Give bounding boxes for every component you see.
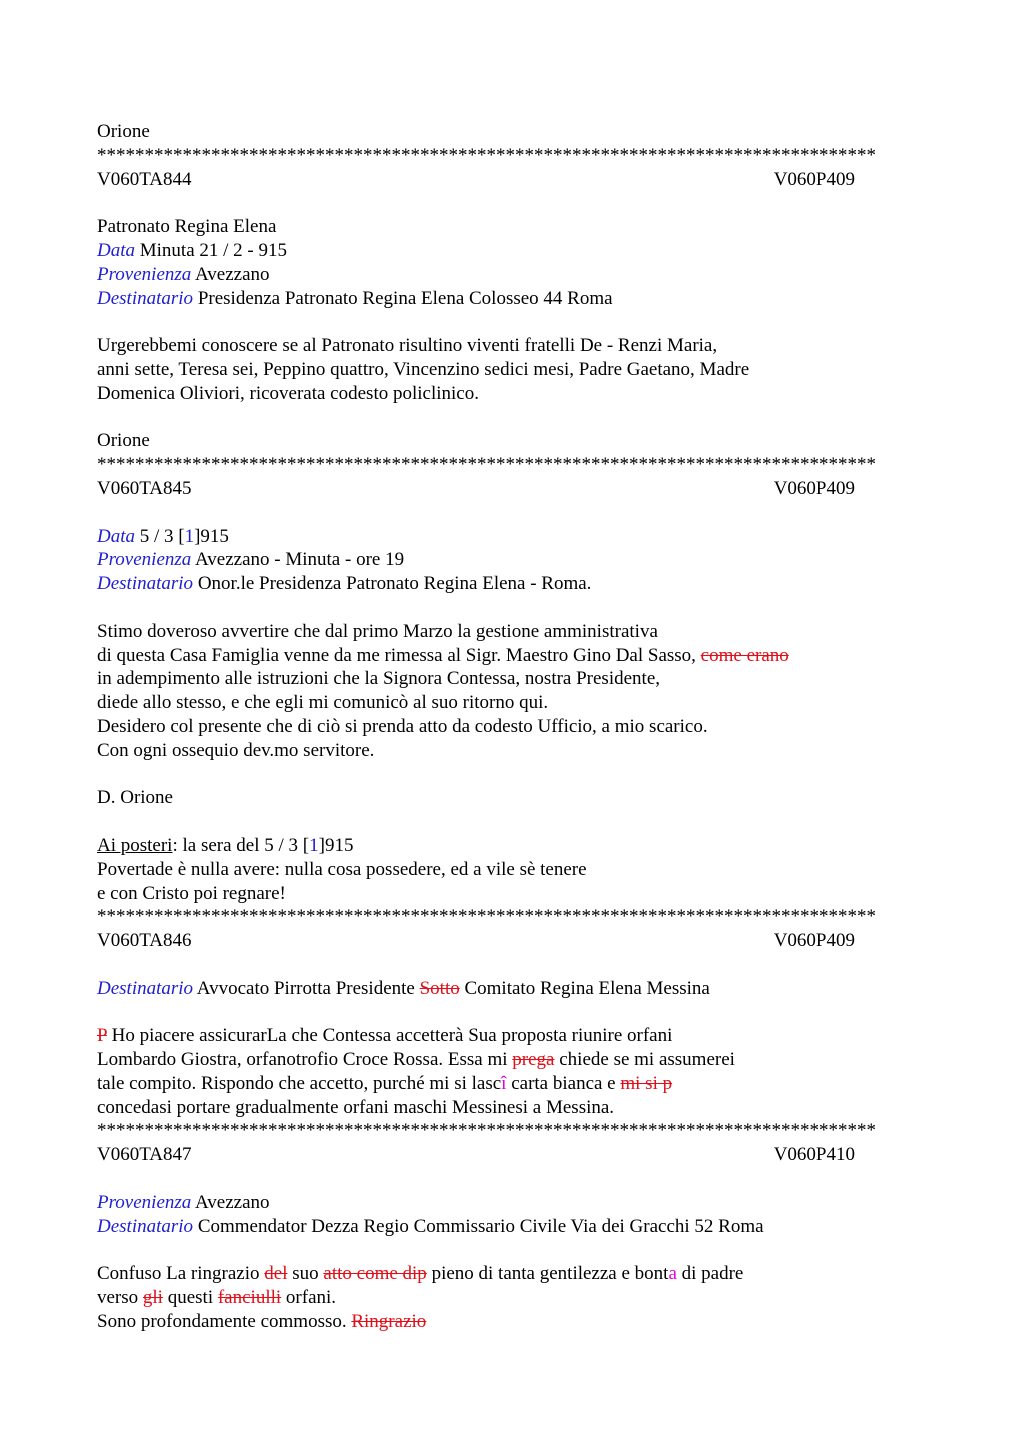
header-signature: Orione — [97, 121, 150, 142]
body-text: verso — [97, 1287, 143, 1309]
entry-title: Patronato Regina Elena — [97, 216, 277, 238]
body-line — [97, 1072, 927, 1096]
deleted-text: P — [97, 1025, 107, 1047]
provenienza-label: Provenienza — [97, 263, 192, 285]
page-ref: V060P410 — [773, 1144, 855, 1166]
body-text: Ho piacere assicurarLa che Contessa accetterà Sua proposta riunire orfani — [106, 1025, 673, 1047]
body-line: in adempimento alle istruzioni che la Signora Contessa, nostra Presidente, — [97, 668, 661, 690]
entry-header — [97, 929, 855, 953]
destinatario-line — [97, 572, 927, 596]
body-line — [97, 1262, 927, 1286]
provenienza-label: Provenienza — [97, 549, 192, 571]
body-text: di questa Casa Famiglia venne da me rimessa al Sigr. Maestro Gino Dal Sasso, — [97, 644, 701, 666]
provenienza-line — [97, 263, 927, 287]
body-line — [97, 1286, 927, 1310]
body-text: orfani. — [281, 1287, 337, 1309]
editorial-number: 1 — [184, 525, 195, 547]
data-line — [97, 525, 927, 549]
posteri-line — [97, 834, 927, 858]
posteri-label: Ai posteri — [97, 834, 173, 856]
body-text: di padre — [676, 1263, 744, 1285]
posteri-text-end: ]915 — [318, 834, 354, 856]
deleted-text: atto come dip — [323, 1263, 427, 1285]
provenienza-value: Avezzano — [194, 263, 270, 285]
entry-id: V060TA846 — [97, 930, 192, 952]
provenienza-value: Avezzano - Minuta - ore 19 — [194, 549, 405, 571]
data-label: Data — [97, 525, 135, 547]
separator: ********************************************************************************** — [97, 906, 876, 928]
body-line: Urgerebbemi conoscere se al Patronato risultino viventi fratelli De - Renzi Maria, — [97, 335, 718, 357]
document-page — [97, 120, 927, 1334]
separator: ********************************************************************************** — [97, 144, 876, 166]
provenienza-label: Provenienza — [97, 1191, 192, 1213]
inserted-text: a — [668, 1263, 677, 1285]
data-line — [97, 239, 927, 263]
body-line: Desidero col presente che di ciò si prenda atto da codesto Ufficio, a mio scarico. — [97, 715, 708, 737]
body-line: Domenica Oliviori, ricoverata codesto policlinico. — [97, 382, 479, 404]
deleted-text: prega — [512, 1049, 555, 1071]
poem-line: Povertade è nulla avere: nulla cosa possedere, ed a vile sè tenere — [97, 858, 587, 880]
deleted-text: gli — [142, 1287, 163, 1309]
body-line: diede allo stesso, e che egli mi comunicò al suo ritorno qui. — [97, 692, 549, 714]
data-value: Minuta 21 / 2 - 915 — [139, 239, 287, 261]
editorial-number: 1 — [309, 834, 319, 856]
destinatario-value: Commendator Dezza Regio Commissario Civile Via dei Gracchi 52 Roma — [197, 1215, 764, 1237]
body-line: anni sette, Teresa sei, Peppino quattro, Vincenzino sedici mesi, Padre Gaetano, Madre — [97, 358, 750, 380]
destinatario-value: Presidenza Patronato Regina Elena Colosseo 44 Roma — [197, 287, 613, 309]
entry-header — [97, 477, 855, 501]
separator: ********************************************************************************** — [97, 1120, 876, 1142]
destinatario-label: Destinatario — [97, 573, 194, 595]
destinatario-line — [97, 1215, 927, 1239]
inserted-text: î — [501, 1072, 507, 1094]
destinatario-value: Onor.le Presidenza Patronato Regina Elena - Roma. — [197, 573, 592, 595]
body-line: concedasi portare gradualmente orfani maschi Messinesi a Messina. — [97, 1096, 615, 1118]
deleted-text: del — [264, 1263, 288, 1285]
destinatario-label: Destinatario — [97, 1215, 194, 1237]
deleted-text: Sotto — [419, 977, 460, 999]
provenienza-value: Avezzano — [194, 1191, 270, 1213]
body-line — [97, 644, 927, 668]
entry-id: V060TA847 — [97, 1144, 192, 1166]
provenienza-line — [97, 548, 927, 572]
destinatario-label: Destinatario — [97, 287, 194, 309]
signature: D. Orione — [97, 787, 173, 809]
data-value: 5 / 3 [ — [139, 525, 185, 547]
body-text: Lombardo Giostra, orfanotrofio Croce Rossa. Essa mi — [97, 1049, 513, 1071]
body-text: pieno di tanta gentilezza e bont — [426, 1263, 669, 1285]
data-value-end: ]915 — [194, 525, 229, 547]
page-ref: V060P409 — [773, 168, 855, 190]
entry-header — [97, 1143, 855, 1167]
deleted-text: come erano — [700, 644, 789, 666]
body-text: tale compito. Rispondo che accetto, purché mi si lasc — [97, 1072, 502, 1094]
body-line — [97, 1048, 927, 1072]
destinatario-line — [97, 977, 927, 1001]
body-line: Con ogni ossequio dev.mo servitore. — [97, 739, 375, 761]
body-text: suo — [287, 1263, 324, 1285]
body-text: questi — [162, 1287, 218, 1309]
entry-id: V060TA844 — [97, 168, 192, 190]
posteri-text: : la sera del 5 / 3 [ — [172, 834, 310, 856]
data-label: Data — [97, 239, 135, 261]
entry-id: V060TA845 — [97, 477, 192, 499]
body-text: carta bianca e — [506, 1072, 621, 1094]
body-line — [97, 1024, 927, 1048]
destinatario-value: Avvocato Pirrotta Presidente — [196, 977, 420, 999]
signature: Orione — [97, 430, 150, 452]
deleted-text: Ringrazio — [351, 1310, 427, 1332]
separator: ********************************************************************************** — [97, 454, 876, 476]
body-text: Confuso La ringrazio — [97, 1263, 265, 1285]
destinatario-value-end: Comitato Regina Elena Messina — [459, 977, 710, 999]
body-line: Stimo doveroso avvertire che dal primo Marzo la gestione amministrativa — [97, 620, 658, 642]
deleted-text: fanciulli — [217, 1287, 282, 1309]
page-ref: V060P409 — [773, 930, 855, 952]
entry-header — [97, 168, 855, 192]
provenienza-line — [97, 1191, 927, 1215]
body-text: Sono profondamente commosso. — [97, 1310, 352, 1332]
destinatario-line — [97, 287, 927, 311]
body-line — [97, 1310, 927, 1334]
destinatario-label: Destinatario — [97, 977, 194, 999]
body-text: chiede se mi assumerei — [554, 1049, 735, 1071]
deleted-text: mi si p — [620, 1072, 673, 1094]
poem-line: e con Cristo poi regnare! — [97, 882, 286, 904]
page-ref: V060P409 — [773, 477, 855, 499]
